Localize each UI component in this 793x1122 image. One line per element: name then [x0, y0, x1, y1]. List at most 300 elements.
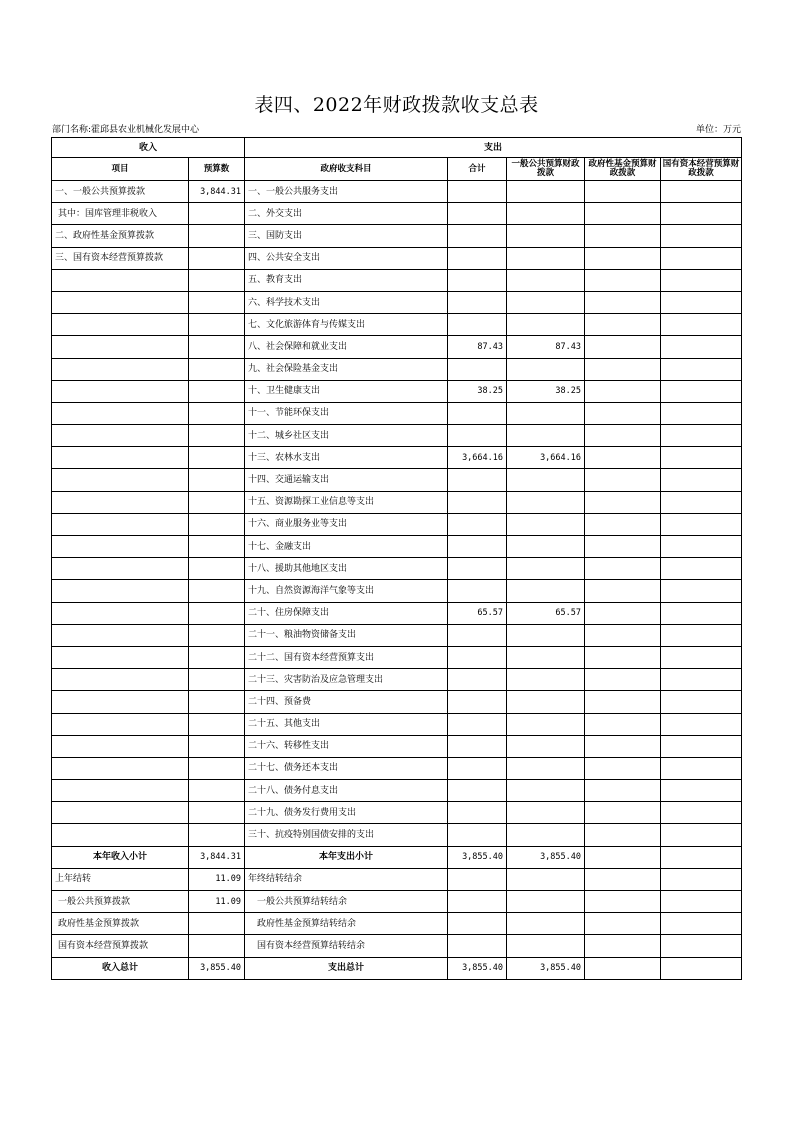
- expense-subject-cell: 二、外交支出: [245, 203, 448, 225]
- expense-subject-cell: 二十、住房保障支出: [245, 602, 448, 624]
- general-budget-cell: [507, 580, 585, 602]
- income-item-cell: [52, 757, 189, 779]
- income-amount-cell: [189, 691, 245, 713]
- expense-total-cell: [448, 269, 507, 291]
- expense-total-cell: [448, 891, 507, 913]
- expense-subject-cell: 十三、农林水支出: [245, 447, 448, 469]
- department-name: 部门名称:霍邱县农业机械化发展中心: [52, 125, 200, 135]
- income-amount-cell: [189, 646, 245, 668]
- state-capital-cell: [661, 203, 742, 225]
- income-item-cell: [52, 735, 189, 757]
- expense-total-cell: [448, 181, 507, 203]
- expense-subject-cell: 十七、金融支出: [245, 536, 448, 558]
- fund-budget-cell: [585, 669, 661, 691]
- state-capital-cell: [661, 225, 742, 247]
- expense-total-cell: [448, 757, 507, 779]
- general-budget-cell: [507, 247, 585, 269]
- state-capital-cell: [661, 536, 742, 558]
- income-amount-cell: [189, 536, 245, 558]
- table-row: [52, 513, 742, 535]
- income-amount-cell: [189, 291, 245, 313]
- state-capital-cell: [661, 314, 742, 336]
- state-capital-cell: [661, 757, 742, 779]
- total-header: 合计: [448, 158, 507, 181]
- state-capital-cell: [661, 425, 742, 447]
- fund-budget-cell: [585, 802, 661, 824]
- expense-total-cell: [448, 735, 507, 757]
- income-item-cell: [52, 291, 189, 313]
- table-row: [52, 447, 742, 469]
- income-amount-cell: [189, 913, 245, 935]
- table-row: [52, 669, 742, 691]
- carry-row: [52, 868, 742, 890]
- state-capital-cell: [661, 402, 742, 424]
- income-item-cell: [52, 646, 189, 668]
- state-capital-header: 国有资本经营预算财政拨款: [661, 158, 742, 181]
- general-budget-cell: [507, 358, 585, 380]
- expense-total-cell: 65.57: [448, 602, 507, 624]
- header-row-2: [52, 158, 742, 181]
- subtotal-row-income-label: 本年收入小计: [52, 846, 189, 868]
- expense-total-cell: [448, 802, 507, 824]
- income-amount-cell: [189, 513, 245, 535]
- general-budget-cell: [507, 425, 585, 447]
- fund-budget-cell: [585, 247, 661, 269]
- expense-subject-cell: 八、社会保障和就业支出: [245, 336, 448, 358]
- general-budget-cell: [507, 558, 585, 580]
- expense-subject-cell: 十四、交通运输支出: [245, 469, 448, 491]
- expense-header: 支出: [245, 138, 742, 158]
- table-row: [52, 491, 742, 513]
- income-item-cell: [52, 558, 189, 580]
- income-item-cell: [52, 269, 189, 291]
- income-amount-cell: [189, 203, 245, 225]
- fund-budget-cell: [585, 447, 661, 469]
- table-row: [52, 735, 742, 757]
- general-budget-cell: [507, 913, 585, 935]
- fund-budget-cell: [585, 536, 661, 558]
- state-capital-cell: [661, 469, 742, 491]
- income-item-cell: [52, 358, 189, 380]
- income-item-cell: [52, 713, 189, 735]
- expense-subject-cell: 四、公共安全支出: [245, 247, 448, 269]
- income-amount-cell: [189, 380, 245, 402]
- fund-budget-cell: [585, 691, 661, 713]
- state-capital-cell: [661, 602, 742, 624]
- income-header: 收入: [52, 138, 245, 158]
- grand-total-row-income-amount: 3,855.40: [189, 957, 245, 979]
- income-item-cell: 国有资本经营预算拨款: [52, 935, 189, 957]
- fund-budget-cell: [585, 358, 661, 380]
- grand-total-row-general: 3,855.40: [507, 957, 585, 979]
- expense-total-cell: [448, 868, 507, 890]
- expense-subject-cell: 十六、商业服务业等支出: [245, 513, 448, 535]
- state-capital-cell: [661, 491, 742, 513]
- fund-budget-cell: [585, 513, 661, 535]
- state-capital-cell: [661, 558, 742, 580]
- expense-subject-cell: 二十五、其他支出: [245, 713, 448, 735]
- expense-total-cell: [448, 402, 507, 424]
- expense-subject-cell: 十九、自然资源海洋气象等支出: [245, 580, 448, 602]
- expense-subject-cell: 一般公共预算结转结余: [245, 891, 448, 913]
- general-budget-cell: [507, 469, 585, 491]
- table-row: [52, 624, 742, 646]
- income-item-cell: 一、一般公共预算拨款: [52, 181, 189, 203]
- expense-total-cell: [448, 469, 507, 491]
- income-item-cell: [52, 314, 189, 336]
- state-capital-cell: [661, 891, 742, 913]
- general-budget-cell: [507, 868, 585, 890]
- fund-budget-cell: [585, 757, 661, 779]
- expense-total-cell: [448, 513, 507, 535]
- fund-budget-cell: [585, 336, 661, 358]
- state-capital-cell: [661, 291, 742, 313]
- expense-subject-cell: 二十六、转移性支出: [245, 735, 448, 757]
- income-amount-cell: [189, 225, 245, 247]
- expense-total-cell: [448, 203, 507, 225]
- expense-total-cell: [448, 824, 507, 846]
- expense-total-cell: [448, 780, 507, 802]
- fund-budget-cell: [585, 469, 661, 491]
- state-capital-cell: [661, 646, 742, 668]
- grand-total-row-total: 3,855.40: [448, 957, 507, 979]
- income-item-cell: [52, 336, 189, 358]
- state-capital-cell: [661, 358, 742, 380]
- expense-subject-cell: 二十二、国有资本经营预算支出: [245, 646, 448, 668]
- item-header: 项目: [52, 158, 189, 181]
- state-capital-cell: [661, 802, 742, 824]
- table-row: [52, 269, 742, 291]
- income-amount-cell: [189, 602, 245, 624]
- general-budget-cell: 87.43: [507, 336, 585, 358]
- header-row-1: [52, 138, 742, 158]
- fund-budget-cell: [585, 203, 661, 225]
- fund-budget-cell: [585, 913, 661, 935]
- fund-budget-cell: [585, 380, 661, 402]
- income-item-cell: [52, 447, 189, 469]
- general-budget-cell: [507, 203, 585, 225]
- expense-subject-cell: 政府性基金预算结转结余: [245, 913, 448, 935]
- table-row: [52, 802, 742, 824]
- table-row: [52, 425, 742, 447]
- state-capital-cell: [661, 868, 742, 890]
- subtotal-row-general: 3,855.40: [507, 846, 585, 868]
- income-amount-cell: [189, 780, 245, 802]
- carry-row: [52, 935, 742, 957]
- income-item-cell: [52, 669, 189, 691]
- subtotal-row-total: 3,855.40: [448, 846, 507, 868]
- subject-header: 政府收支科目: [245, 158, 448, 181]
- income-item-cell: [52, 380, 189, 402]
- expense-total-cell: [448, 669, 507, 691]
- expense-subject-cell: 九、社会保险基金支出: [245, 358, 448, 380]
- expense-subject-cell: 二十九、债务发行费用支出: [245, 802, 448, 824]
- state-capital-cell: [661, 669, 742, 691]
- income-item-cell: [52, 425, 189, 447]
- income-amount-cell: 11.09: [189, 868, 245, 890]
- general-budget-cell: [507, 536, 585, 558]
- fund-budget-cell: [585, 735, 661, 757]
- general-budget-cell: [507, 669, 585, 691]
- income-item-cell: 政府性基金预算拨款: [52, 913, 189, 935]
- income-amount-cell: [189, 358, 245, 380]
- fund-budget-cell: [585, 314, 661, 336]
- table-row: [52, 314, 742, 336]
- table-row: [52, 469, 742, 491]
- state-capital-cell: [661, 513, 742, 535]
- fund-budget-cell: [585, 558, 661, 580]
- general-budget-cell: [507, 735, 585, 757]
- expense-total-cell: [448, 225, 507, 247]
- income-item-cell: [52, 513, 189, 535]
- table-row: [52, 247, 742, 269]
- income-amount-cell: [189, 669, 245, 691]
- subtotal-row-expense-label: 本年支出小计: [245, 846, 448, 868]
- expense-total-cell: [448, 491, 507, 513]
- expense-total-cell: [448, 358, 507, 380]
- expense-total-cell: [448, 646, 507, 668]
- table-row: [52, 580, 742, 602]
- income-item-cell: [52, 491, 189, 513]
- expense-subject-cell: 七、文化旅游体育与传媒支出: [245, 314, 448, 336]
- expense-total-cell: [448, 558, 507, 580]
- state-capital-cell: [661, 913, 742, 935]
- fund-budget-cell: [585, 181, 661, 203]
- income-item-cell: 三、国有资本经营预算拨款: [52, 247, 189, 269]
- general-budget-cell: [507, 314, 585, 336]
- table-row: [52, 757, 742, 779]
- budget-table: [51, 137, 742, 980]
- state-capital-cell: [661, 247, 742, 269]
- fund-budget-cell: [585, 602, 661, 624]
- unit-label: 单位：万元: [695, 125, 741, 135]
- income-item-cell: [52, 824, 189, 846]
- expense-subject-cell: 国有资本经营预算结转结余: [245, 935, 448, 957]
- income-amount-cell: [189, 580, 245, 602]
- income-item-cell: 上年结转: [52, 868, 189, 890]
- expense-total-cell: [448, 713, 507, 735]
- expense-subject-cell: 二十一、粮油物资储备支出: [245, 624, 448, 646]
- table-row: [52, 181, 742, 203]
- general-budget-cell: [507, 491, 585, 513]
- general-budget-cell: 65.57: [507, 602, 585, 624]
- income-amount-cell: [189, 469, 245, 491]
- table-row: [52, 358, 742, 380]
- income-amount-cell: [189, 757, 245, 779]
- general-budget-cell: [507, 269, 585, 291]
- general-budget-cell: [507, 291, 585, 313]
- income-item-cell: [52, 580, 189, 602]
- fund-budget-cell: [585, 291, 661, 313]
- income-amount-cell: [189, 713, 245, 735]
- expense-subject-cell: 十一、节能环保支出: [245, 402, 448, 424]
- state-capital-cell: [661, 380, 742, 402]
- income-amount-cell: [189, 558, 245, 580]
- fund-budget-cell: [585, 891, 661, 913]
- general-budget-cell: [507, 691, 585, 713]
- expense-total-cell: [448, 935, 507, 957]
- state-capital-cell: [661, 713, 742, 735]
- income-item-cell: [52, 624, 189, 646]
- expense-subject-cell: 五、教育支出: [245, 269, 448, 291]
- income-amount-cell: [189, 314, 245, 336]
- income-item-cell: [52, 691, 189, 713]
- income-item-cell: [52, 602, 189, 624]
- income-item-cell: [52, 402, 189, 424]
- fund-budget-cell: [585, 269, 661, 291]
- table-row: [52, 291, 742, 313]
- fund-budget-cell: [585, 646, 661, 668]
- state-capital-cell: [661, 624, 742, 646]
- expense-total-cell: [448, 425, 507, 447]
- table-row: [52, 336, 742, 358]
- general-budget-cell: [507, 780, 585, 802]
- income-amount-cell: [189, 247, 245, 269]
- state-capital-cell: [661, 447, 742, 469]
- expense-subject-cell: 年终结转结余: [245, 868, 448, 890]
- general-budget-cell: [507, 935, 585, 957]
- expense-subject-cell: 二十八、债务付息支出: [245, 780, 448, 802]
- state-capital-cell: [661, 824, 742, 846]
- income-amount-cell: [189, 624, 245, 646]
- general-budget-header: 一般公共预算财政拨款: [507, 158, 585, 181]
- income-amount-cell: [189, 402, 245, 424]
- income-item-cell: [52, 780, 189, 802]
- expense-subject-cell: 六、科学技术支出: [245, 291, 448, 313]
- page-title: 表四、2022年财政拨款收支总表: [254, 94, 539, 116]
- income-amount-cell: 3,844.31: [189, 181, 245, 203]
- fund-budget-cell: [585, 868, 661, 890]
- grand-total-row-fund: [585, 957, 661, 979]
- expense-total-cell: [448, 291, 507, 313]
- table-row: [52, 225, 742, 247]
- income-amount-cell: [189, 935, 245, 957]
- expense-total-cell: 3,664.16: [448, 447, 507, 469]
- income-amount-cell: [189, 447, 245, 469]
- subtotal-row: [52, 846, 742, 868]
- general-budget-cell: [507, 181, 585, 203]
- income-item-cell: [52, 469, 189, 491]
- state-capital-cell: [661, 935, 742, 957]
- table-row: [52, 646, 742, 668]
- grand-total-row: [52, 957, 742, 979]
- state-capital-cell: [661, 269, 742, 291]
- table-row: [52, 536, 742, 558]
- state-capital-cell: [661, 735, 742, 757]
- income-item-cell: [52, 802, 189, 824]
- expense-total-cell: [448, 624, 507, 646]
- expense-subject-cell: 二十七、债务还本支出: [245, 757, 448, 779]
- general-budget-cell: 3,664.16: [507, 447, 585, 469]
- expense-total-cell: [448, 247, 507, 269]
- fund-budget-cell: [585, 580, 661, 602]
- subtotal-row-fund: [585, 846, 661, 868]
- carry-row: [52, 891, 742, 913]
- general-budget-cell: [507, 824, 585, 846]
- expense-subject-cell: 十二、城乡社区支出: [245, 425, 448, 447]
- expense-total-cell: [448, 580, 507, 602]
- expense-subject-cell: 十八、援助其他地区支出: [245, 558, 448, 580]
- expense-total-cell: [448, 691, 507, 713]
- state-capital-cell: [661, 181, 742, 203]
- income-amount-cell: [189, 336, 245, 358]
- general-budget-cell: 38.25: [507, 380, 585, 402]
- expense-total-cell: 38.25: [448, 380, 507, 402]
- fund-budget-cell: [585, 624, 661, 646]
- general-budget-cell: [507, 225, 585, 247]
- subtotal-row-income-amount: 3,844.31: [189, 846, 245, 868]
- expense-subject-cell: 三十、抗疫特别国债安排的支出: [245, 824, 448, 846]
- table-row: [52, 713, 742, 735]
- income-item-cell: 一般公共预算拨款: [52, 891, 189, 913]
- expense-subject-cell: 一、一般公共服务支出: [245, 181, 448, 203]
- income-amount-cell: [189, 491, 245, 513]
- grand-total-row-income-label: 收入总计: [52, 957, 189, 979]
- expense-total-cell: [448, 536, 507, 558]
- state-capital-cell: [661, 691, 742, 713]
- expense-subject-cell: 十、卫生健康支出: [245, 380, 448, 402]
- table-row: [52, 203, 742, 225]
- table-row: [52, 824, 742, 846]
- table-row: [52, 780, 742, 802]
- expense-subject-cell: 三、国防支出: [245, 225, 448, 247]
- income-item-cell: [52, 536, 189, 558]
- table-row: [52, 602, 742, 624]
- state-capital-cell: [661, 580, 742, 602]
- state-capital-cell: [661, 336, 742, 358]
- state-capital-cell: [661, 780, 742, 802]
- grand-total-row-expense-label: 支出总计: [245, 957, 448, 979]
- general-budget-cell: [507, 646, 585, 668]
- table-row: [52, 558, 742, 580]
- table-row: [52, 380, 742, 402]
- income-item-cell: 二、政府性基金预算拨款: [52, 225, 189, 247]
- income-item-cell: 其中：国库管理非税收入: [52, 203, 189, 225]
- fund-budget-cell: [585, 402, 661, 424]
- expense-subject-cell: 十五、资源勘探工业信息等支出: [245, 491, 448, 513]
- fund-budget-cell: [585, 713, 661, 735]
- general-budget-cell: [507, 402, 585, 424]
- expense-total-cell: 87.43: [448, 336, 507, 358]
- fund-budget-cell: [585, 824, 661, 846]
- fund-budget-cell: [585, 425, 661, 447]
- expense-subject-cell: 二十三、灾害防治及应急管理支出: [245, 669, 448, 691]
- expense-total-cell: [448, 913, 507, 935]
- general-budget-cell: [507, 802, 585, 824]
- expense-total-cell: [448, 314, 507, 336]
- income-amount-cell: [189, 269, 245, 291]
- general-budget-cell: [507, 757, 585, 779]
- grand-total-row-state: [661, 957, 742, 979]
- general-budget-cell: [507, 624, 585, 646]
- subtotal-row-state: [661, 846, 742, 868]
- income-amount-cell: [189, 735, 245, 757]
- budget-header: 预算数: [189, 158, 245, 181]
- income-amount-cell: [189, 802, 245, 824]
- table-row: [52, 402, 742, 424]
- fund-budget-cell: [585, 780, 661, 802]
- expense-subject-cell: 二十四、预备费: [245, 691, 448, 713]
- income-amount-cell: 11.09: [189, 891, 245, 913]
- general-budget-cell: [507, 891, 585, 913]
- income-amount-cell: [189, 824, 245, 846]
- general-budget-cell: [507, 713, 585, 735]
- fund-budget-header: 政府性基金预算财政拨款: [585, 158, 661, 181]
- fund-budget-cell: [585, 491, 661, 513]
- table-row: [52, 691, 742, 713]
- fund-budget-cell: [585, 935, 661, 957]
- general-budget-cell: [507, 513, 585, 535]
